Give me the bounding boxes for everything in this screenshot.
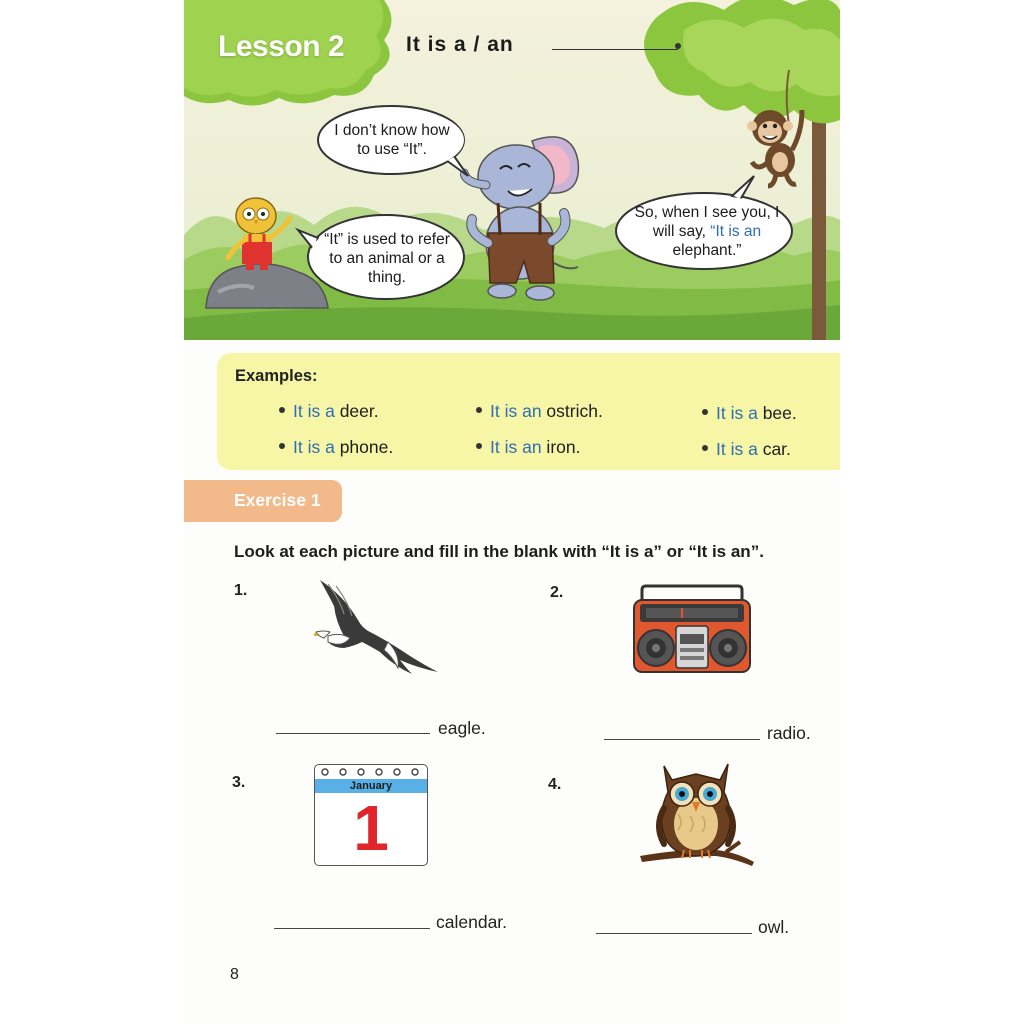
bullet-icon	[279, 443, 285, 449]
lesson-title: Lesson 2	[218, 30, 345, 63]
example-item	[702, 403, 797, 424]
bullet-icon	[279, 407, 285, 413]
bullet-icon	[702, 445, 708, 451]
example-phrase: It is a	[293, 437, 335, 457]
example-phrase: It is an	[490, 401, 542, 421]
example-phrase: It is an	[490, 437, 542, 457]
bullet-icon	[702, 409, 708, 415]
answer-word: eagle.	[438, 718, 486, 738]
calendar-day: 1	[353, 792, 389, 864]
answer-word: owl.	[758, 917, 790, 937]
answer-word: calendar.	[436, 912, 508, 932]
answer-blank[interactable]	[276, 733, 430, 734]
example-noun: phone.	[334, 437, 394, 457]
exercise-tab-label: Exercise 1	[234, 490, 321, 510]
example-item	[279, 437, 393, 458]
example-item	[279, 401, 379, 422]
page-number: 8	[230, 966, 239, 983]
examples-label: Examples:	[235, 367, 318, 385]
monkey-speech-text	[632, 203, 782, 260]
example-item	[702, 439, 791, 460]
radio-icon	[632, 582, 752, 674]
question-number: 3.	[232, 774, 246, 791]
monkey-speech-end: elephant.”	[672, 241, 742, 259]
owl-speech-text: “It” is used to refer to an animal or a thing.	[324, 230, 450, 286]
example-noun: iron.	[541, 437, 581, 457]
monkey-speech-start: So, when I see you, I will say,	[634, 203, 780, 240]
elephant-speech-bubble	[330, 112, 454, 168]
bullet-icon	[476, 407, 482, 413]
monkey-speech-highlight: “It is an	[710, 222, 762, 240]
exercise-instruction: Look at each picture and fill in the blank with “It is a” or “It is an”.	[234, 542, 764, 561]
exercise-tab	[184, 480, 342, 522]
lesson-topic: It is a / an	[406, 33, 514, 56]
answer-word: radio.	[767, 723, 811, 743]
calendar-rings	[315, 765, 427, 779]
example-phrase: It is a	[716, 439, 758, 459]
eagle-icon	[314, 576, 442, 676]
question-number: 2.	[550, 584, 564, 601]
examples-box	[217, 353, 840, 470]
calendar-month: January	[315, 779, 427, 793]
bullet-icon	[476, 443, 482, 449]
answer-blank[interactable]	[274, 928, 430, 929]
lesson-illustration	[184, 0, 840, 340]
calendar-rings-icon	[315, 765, 427, 779]
example-noun: car.	[757, 439, 791, 459]
question-number: 1.	[234, 582, 248, 599]
topic-period	[675, 43, 681, 49]
calendar-icon	[314, 764, 428, 866]
example-noun: bee.	[757, 403, 797, 423]
example-noun: deer.	[334, 401, 379, 421]
answer-blank[interactable]	[604, 739, 760, 740]
owl-speech-bubble	[318, 222, 456, 294]
answer-blank[interactable]	[596, 933, 752, 934]
example-phrase: It is a	[293, 401, 335, 421]
elephant-speech-text: I don’t know how to use “It”.	[334, 122, 450, 158]
question-number: 4.	[548, 776, 562, 793]
example-item	[476, 401, 603, 422]
monkey-speech-bubble	[632, 200, 782, 262]
topic-blank-line	[552, 49, 678, 50]
owl-icon	[636, 752, 756, 870]
example-noun: ostrich.	[541, 401, 603, 421]
example-phrase: It is a	[716, 403, 758, 423]
example-item	[476, 437, 580, 458]
worksheet-page	[184, 0, 840, 1024]
